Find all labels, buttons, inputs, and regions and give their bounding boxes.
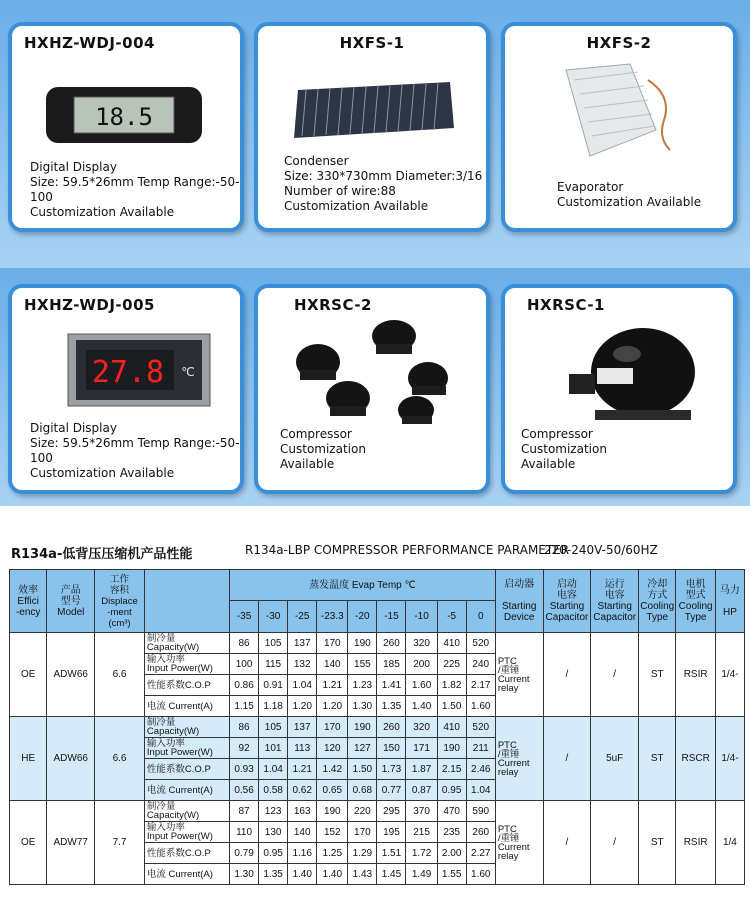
header-temp: -5 bbox=[437, 601, 466, 633]
cell-value: 86 bbox=[230, 633, 259, 654]
cell-value: 1.43 bbox=[348, 864, 377, 885]
cell-value: 150 bbox=[377, 738, 406, 759]
header-temp: -25 bbox=[288, 601, 317, 633]
cell-value: 1.42 bbox=[317, 759, 348, 780]
cell-value: 0.93 bbox=[230, 759, 259, 780]
header-displacement: 工作 容积 Displace -ment (cm³) bbox=[95, 570, 145, 633]
cell-param-label: 性能系数C.O.P bbox=[144, 759, 229, 780]
cell-value: 0.68 bbox=[348, 780, 377, 801]
card-title: HXFS-2 bbox=[586, 34, 652, 52]
cell-value: 410 bbox=[437, 633, 466, 654]
cell-value: 1.87 bbox=[406, 759, 437, 780]
cell-value: 1.40 bbox=[288, 864, 317, 885]
cell-value: 1.18 bbox=[259, 696, 288, 717]
cell-value: 1.20 bbox=[288, 696, 317, 717]
table-header-row bbox=[10, 570, 745, 601]
display-readout: 27.8 bbox=[91, 355, 165, 390]
cell-value: 190 bbox=[348, 717, 377, 738]
cell-value: 211 bbox=[466, 738, 495, 759]
cell-starting-capacitor: / bbox=[543, 717, 591, 801]
cell-value: 0.95 bbox=[437, 780, 466, 801]
cell-param-label: 输入功率 Input Power(W) bbox=[144, 654, 229, 675]
cell-value: 2.46 bbox=[466, 759, 495, 780]
cell-displacement: 6.6 bbox=[95, 717, 145, 801]
cell-value: 105 bbox=[259, 717, 288, 738]
cell-starting-device: PTC /重锤 Current relay bbox=[495, 633, 543, 717]
cell-value: 130 bbox=[259, 822, 288, 843]
cell-cooling-type: ST bbox=[639, 717, 676, 801]
cell-param-label: 输入功率 Input Power(W) bbox=[144, 822, 229, 843]
cell-value: 520 bbox=[466, 633, 495, 654]
header-efficiency: 效率 Effici -ency bbox=[10, 570, 47, 633]
table-title-cn: R134a-低背压压缩机产品性能 bbox=[11, 547, 193, 562]
cell-running-capacitor: / bbox=[591, 801, 639, 885]
cell-starting-capacitor: / bbox=[543, 801, 591, 885]
cell-value: 1.51 bbox=[377, 843, 406, 864]
cell-value: 1.55 bbox=[437, 864, 466, 885]
cell-efficiency: OE bbox=[10, 633, 47, 717]
cell-hp: 1/4 bbox=[715, 801, 744, 885]
cell-param-label: 电流 Current(A) bbox=[144, 696, 229, 717]
cell-value: 235 bbox=[437, 822, 466, 843]
cell-hp: 1/4- bbox=[715, 633, 744, 717]
cell-value: 100 bbox=[230, 654, 259, 675]
cell-value: 190 bbox=[437, 738, 466, 759]
cell-value: 0.95 bbox=[259, 843, 288, 864]
cell-value: 320 bbox=[406, 717, 437, 738]
cell-value: 120 bbox=[317, 738, 348, 759]
header-model: 产品 型号 Model bbox=[47, 570, 95, 633]
card-description: Evaporator Customization Available bbox=[557, 180, 702, 209]
product-card-hxrsc-2[interactable] bbox=[254, 284, 490, 494]
cell-value: 0.91 bbox=[259, 675, 288, 696]
cell-running-capacitor: / bbox=[591, 633, 639, 717]
cell-value: 87 bbox=[230, 801, 259, 822]
header-temp: -10 bbox=[406, 601, 437, 633]
cell-param-label: 性能系数C.O.P bbox=[144, 675, 229, 696]
compressor-image bbox=[557, 318, 707, 428]
cell-param-label: 电流 Current(A) bbox=[144, 864, 229, 885]
cell-value: 0.77 bbox=[377, 780, 406, 801]
cell-value: 2.27 bbox=[466, 843, 495, 864]
cell-value: 520 bbox=[466, 717, 495, 738]
header-param bbox=[144, 570, 229, 633]
cell-value: 101 bbox=[259, 738, 288, 759]
cell-starting-capacitor: / bbox=[543, 633, 591, 717]
cell-value: 225 bbox=[437, 654, 466, 675]
cell-value: 1.29 bbox=[348, 843, 377, 864]
cell-value: 0.87 bbox=[406, 780, 437, 801]
cell-value: 86 bbox=[230, 717, 259, 738]
display-readout: 18.5 bbox=[95, 103, 153, 131]
cell-value: 410 bbox=[437, 717, 466, 738]
cell-value: 190 bbox=[348, 633, 377, 654]
cell-displacement: 6.6 bbox=[95, 633, 145, 717]
product-card-hxfs-2[interactable] bbox=[501, 22, 737, 232]
cell-starting-device: PTC /重锤 Current relay bbox=[495, 717, 543, 801]
product-card-hxrsc-1[interactable] bbox=[501, 284, 737, 494]
cell-starting-device: PTC /重锤 Current relay bbox=[495, 801, 543, 885]
header-temp: 0 bbox=[466, 601, 495, 633]
cell-value: 2.15 bbox=[437, 759, 466, 780]
cell-value: 260 bbox=[377, 717, 406, 738]
cell-model: ADW66 bbox=[47, 633, 95, 717]
cell-value: 163 bbox=[288, 801, 317, 822]
voltage-spec: 220-240V-50/60HZ bbox=[544, 543, 658, 557]
cell-value: 1.60 bbox=[466, 864, 495, 885]
cell-value: 171 bbox=[406, 738, 437, 759]
cell-cooling-type: ST bbox=[639, 801, 676, 885]
cell-value: 92 bbox=[230, 738, 259, 759]
cell-value: 1.45 bbox=[377, 864, 406, 885]
cell-value: 200 bbox=[406, 654, 437, 675]
compressors-group-image bbox=[282, 318, 462, 428]
header-temp: -35 bbox=[230, 601, 259, 633]
cell-value: 137 bbox=[288, 633, 317, 654]
cell-value: 1.60 bbox=[406, 675, 437, 696]
cell-value: 1.04 bbox=[466, 780, 495, 801]
cell-value: 1.30 bbox=[348, 696, 377, 717]
cell-param-label: 性能系数C.O.P bbox=[144, 843, 229, 864]
condenser-image bbox=[288, 76, 458, 146]
product-card-hxhz-wdj-004[interactable] bbox=[8, 22, 244, 232]
header-hp: 马力 HP bbox=[715, 570, 744, 633]
card-description: Digital Display Size: 59.5*26mm Temp Range:-50-100 Customization Available bbox=[30, 421, 240, 480]
cell-value: 140 bbox=[288, 822, 317, 843]
cell-value: 132 bbox=[288, 654, 317, 675]
cell-value: 1.60 bbox=[466, 696, 495, 717]
cell-value: 2.17 bbox=[466, 675, 495, 696]
cell-value: 1.40 bbox=[317, 864, 348, 885]
cell-param-label: 输入功率 Input Power(W) bbox=[144, 738, 229, 759]
cell-motor-type: RSIR bbox=[676, 801, 715, 885]
cell-model: ADW77 bbox=[47, 801, 95, 885]
cell-value: 1.23 bbox=[348, 675, 377, 696]
cell-value: 260 bbox=[377, 633, 406, 654]
cell-value: 220 bbox=[348, 801, 377, 822]
cell-value: 110 bbox=[230, 822, 259, 843]
cell-value: 1.50 bbox=[437, 696, 466, 717]
cell-value: 190 bbox=[317, 801, 348, 822]
cell-value: 0.56 bbox=[230, 780, 259, 801]
product-card-hxfs-1[interactable] bbox=[254, 22, 490, 232]
cell-hp: 1/4- bbox=[715, 717, 744, 801]
performance-table bbox=[9, 569, 745, 885]
header-cooling-type: 冷却 方式 Cooling Type bbox=[639, 570, 676, 633]
cell-efficiency: OE bbox=[10, 801, 47, 885]
cell-param-label: 制冷量 Capacity(W) bbox=[144, 633, 229, 654]
header-temp: -30 bbox=[259, 601, 288, 633]
cell-value: 0.58 bbox=[259, 780, 288, 801]
cell-value: 140 bbox=[317, 654, 348, 675]
cell-value: 1.82 bbox=[437, 675, 466, 696]
header-starting-device: 启动器 Starting Device bbox=[495, 570, 543, 633]
header-starting-capacitor: 启动 电容 Starting Capacitor bbox=[543, 570, 591, 633]
card-description: Condenser Size: 330*730mm Diameter:3/16 Number of wire:88 Customization Available bbox=[284, 154, 483, 213]
cell-value: 590 bbox=[466, 801, 495, 822]
cell-value: 1.21 bbox=[288, 759, 317, 780]
cell-value: 1.04 bbox=[288, 675, 317, 696]
cell-value: 185 bbox=[377, 654, 406, 675]
cell-value: 0.65 bbox=[317, 780, 348, 801]
cell-value: 0.79 bbox=[230, 843, 259, 864]
evaporator-image bbox=[560, 60, 680, 160]
cell-value: 152 bbox=[317, 822, 348, 843]
cell-value: 1.35 bbox=[377, 696, 406, 717]
cell-value: 240 bbox=[466, 654, 495, 675]
cell-value: 1.72 bbox=[406, 843, 437, 864]
cell-value: 170 bbox=[317, 633, 348, 654]
cell-value: 115 bbox=[259, 654, 288, 675]
cell-value: 137 bbox=[288, 717, 317, 738]
cell-efficiency: HE bbox=[10, 717, 47, 801]
cell-cooling-type: ST bbox=[639, 633, 676, 717]
cell-value: 1.04 bbox=[259, 759, 288, 780]
digital-display-image bbox=[64, 330, 214, 410]
cell-value: 155 bbox=[348, 654, 377, 675]
cell-value: 1.73 bbox=[377, 759, 406, 780]
card-title: HXHZ-WDJ-004 bbox=[24, 34, 155, 52]
cell-value: 1.21 bbox=[317, 675, 348, 696]
cell-value: 1.16 bbox=[288, 843, 317, 864]
product-card-hxhz-wdj-005[interactable] bbox=[8, 284, 244, 494]
cell-param-label: 制冷量 Capacity(W) bbox=[144, 717, 229, 738]
cell-value: 1.30 bbox=[230, 864, 259, 885]
cell-value: 1.25 bbox=[317, 843, 348, 864]
cell-value: 1.20 bbox=[317, 696, 348, 717]
cell-value: 113 bbox=[288, 738, 317, 759]
cell-value: 1.15 bbox=[230, 696, 259, 717]
cell-param-label: 电流 Current(A) bbox=[144, 780, 229, 801]
cell-value: 127 bbox=[348, 738, 377, 759]
card-title: HXHZ-WDJ-005 bbox=[24, 296, 155, 314]
table-title-en: R134a-LBP COMPRESSOR PERFORMANCE PARAMETER bbox=[245, 543, 570, 557]
cell-value: 1.41 bbox=[377, 675, 406, 696]
card-description: Compressor Customization Available bbox=[521, 427, 607, 471]
header-motor-type: 电机 型式 Cooling Type bbox=[676, 570, 715, 633]
header-running-capacitor: 运行 电容 Starting Capacitor bbox=[591, 570, 639, 633]
card-title: HXRSC-2 bbox=[294, 296, 372, 314]
cell-value: 1.50 bbox=[348, 759, 377, 780]
table-row bbox=[10, 633, 745, 654]
card-description: Compressor Customization Available bbox=[280, 427, 366, 471]
cell-motor-type: RSIR bbox=[676, 633, 715, 717]
cell-value: 2.00 bbox=[437, 843, 466, 864]
cell-param-label: 制冷量 Capacity(W) bbox=[144, 801, 229, 822]
cell-value: 1.40 bbox=[406, 696, 437, 717]
cell-model: ADW66 bbox=[47, 717, 95, 801]
digital-display-image bbox=[44, 81, 204, 149]
cell-value: 170 bbox=[348, 822, 377, 843]
header-temp: -23.3 bbox=[317, 601, 348, 633]
cell-value: 470 bbox=[437, 801, 466, 822]
header-temp: -15 bbox=[377, 601, 406, 633]
cell-value: 370 bbox=[406, 801, 437, 822]
cell-value: 260 bbox=[466, 822, 495, 843]
table-row bbox=[10, 801, 745, 822]
cell-value: 215 bbox=[406, 822, 437, 843]
table-row bbox=[10, 717, 745, 738]
cell-displacement: 7.7 bbox=[95, 801, 145, 885]
cell-value: 295 bbox=[377, 801, 406, 822]
card-title: HXFS-1 bbox=[339, 34, 405, 52]
cell-value: 0.62 bbox=[288, 780, 317, 801]
cell-value: 0.86 bbox=[230, 675, 259, 696]
cell-value: 195 bbox=[377, 822, 406, 843]
cell-value: 123 bbox=[259, 801, 288, 822]
card-title: HXRSC-1 bbox=[527, 296, 605, 314]
card-description: Digital Display Size: 59.5*26mm Temp Range:-50-100 Customization Available bbox=[30, 160, 240, 219]
cell-value: 320 bbox=[406, 633, 437, 654]
cell-motor-type: RSCR bbox=[676, 717, 715, 801]
cell-value: 1.49 bbox=[406, 864, 437, 885]
cell-value: 1.35 bbox=[259, 864, 288, 885]
performance-table-body bbox=[10, 570, 745, 885]
cell-value: 170 bbox=[317, 717, 348, 738]
cell-running-capacitor: 5uF bbox=[591, 717, 639, 801]
header-evap-temp: 蒸发温度 Evap Temp ℃ bbox=[230, 570, 496, 601]
header-temp: -20 bbox=[348, 601, 377, 633]
cell-value: 105 bbox=[259, 633, 288, 654]
display-unit: ℃ bbox=[181, 365, 195, 379]
